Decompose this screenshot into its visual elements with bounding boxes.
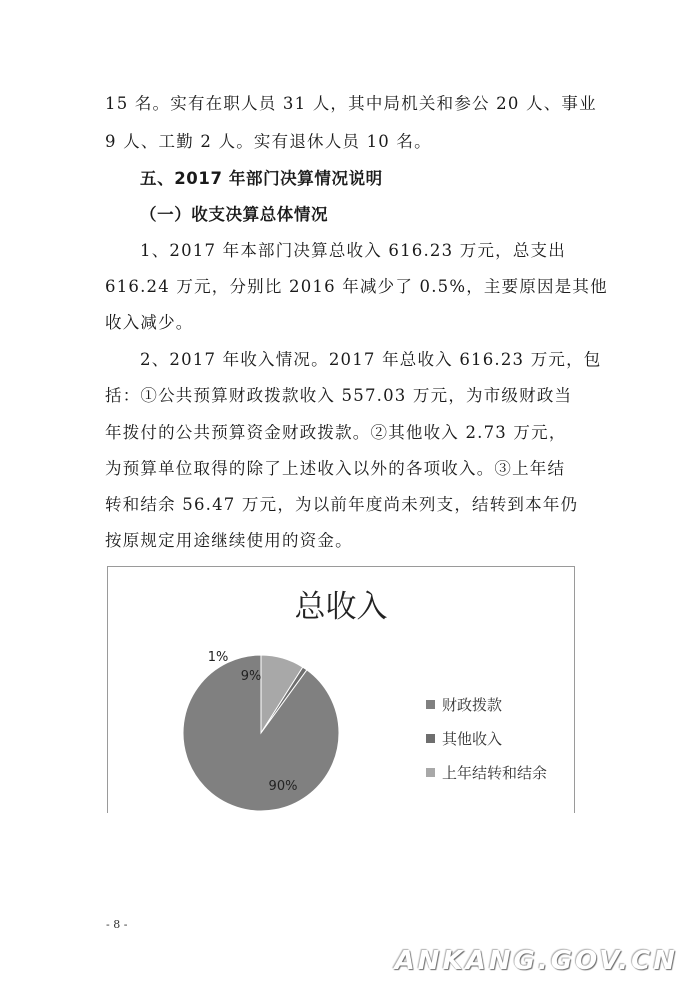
- income-pie-chart: [107, 566, 575, 813]
- legend-swatch: [426, 734, 435, 743]
- legend-label: 其他收入: [442, 729, 503, 748]
- site-watermark: ANKANG.GOV.CN: [394, 946, 678, 976]
- section-heading-5: 五、2017 年部门决算情况说明: [140, 169, 383, 188]
- page-number: - 8 -: [106, 918, 128, 931]
- paragraph-1-line-3: 收入减少。: [105, 313, 194, 332]
- pie-label-1: 90%: [268, 779, 298, 794]
- paragraph-2-line-3: 年拨付的公共预算资金财政拨款。②其他收入 2.73 万元，: [105, 423, 567, 442]
- legend-swatch: [426, 700, 435, 709]
- chart-legend: [426, 687, 547, 789]
- paragraph-2-line-2: 括：①公共预算财政拨款收入 557.03 万元，为市级财政当: [105, 386, 573, 405]
- paragraph-1-line-1: 1、2017 年本部门决算总收入 616.23 万元，总支出: [140, 241, 566, 260]
- chart-title: 总收入: [294, 589, 388, 625]
- paragraph-2-line-6: 按原规定用途继续使用的资金。: [105, 531, 353, 550]
- paragraph-2-line-1: 2、2017 年收入情况。2017 年总收入 616.23 万元，包: [140, 350, 602, 369]
- pie-label-2: 1%: [207, 650, 229, 665]
- legend-item-1: [426, 687, 547, 721]
- body-line-2: 9 人、工勤 2 人。实有退休人员 10 名。: [105, 132, 432, 151]
- legend-item-2: [426, 721, 547, 755]
- legend-label: 上年结转和结余: [442, 763, 548, 782]
- subsection-heading-1: （一）收支决算总体情况: [140, 205, 329, 224]
- body-line-1: 15 名。实有在职人员 31 人，其中局机关和参公 20 人、事业: [105, 94, 597, 113]
- legend-item-3: [426, 755, 547, 789]
- paragraph-1-line-2: 616.24 万元，分别比 2016 年减少了 0.5%，主要原因是其他: [105, 277, 608, 296]
- legend-label: 财政拨款: [442, 695, 503, 714]
- legend-swatch: [426, 768, 435, 777]
- pie-label-3: 9%: [240, 669, 262, 684]
- paragraph-2-line-5: 转和结余 56.47 万元，为以前年度尚未列支，结转到本年仍: [105, 495, 579, 514]
- paragraph-2-line-4: 为预算单位取得的除了上述收入以外的各项收入。③上年结: [105, 459, 566, 478]
